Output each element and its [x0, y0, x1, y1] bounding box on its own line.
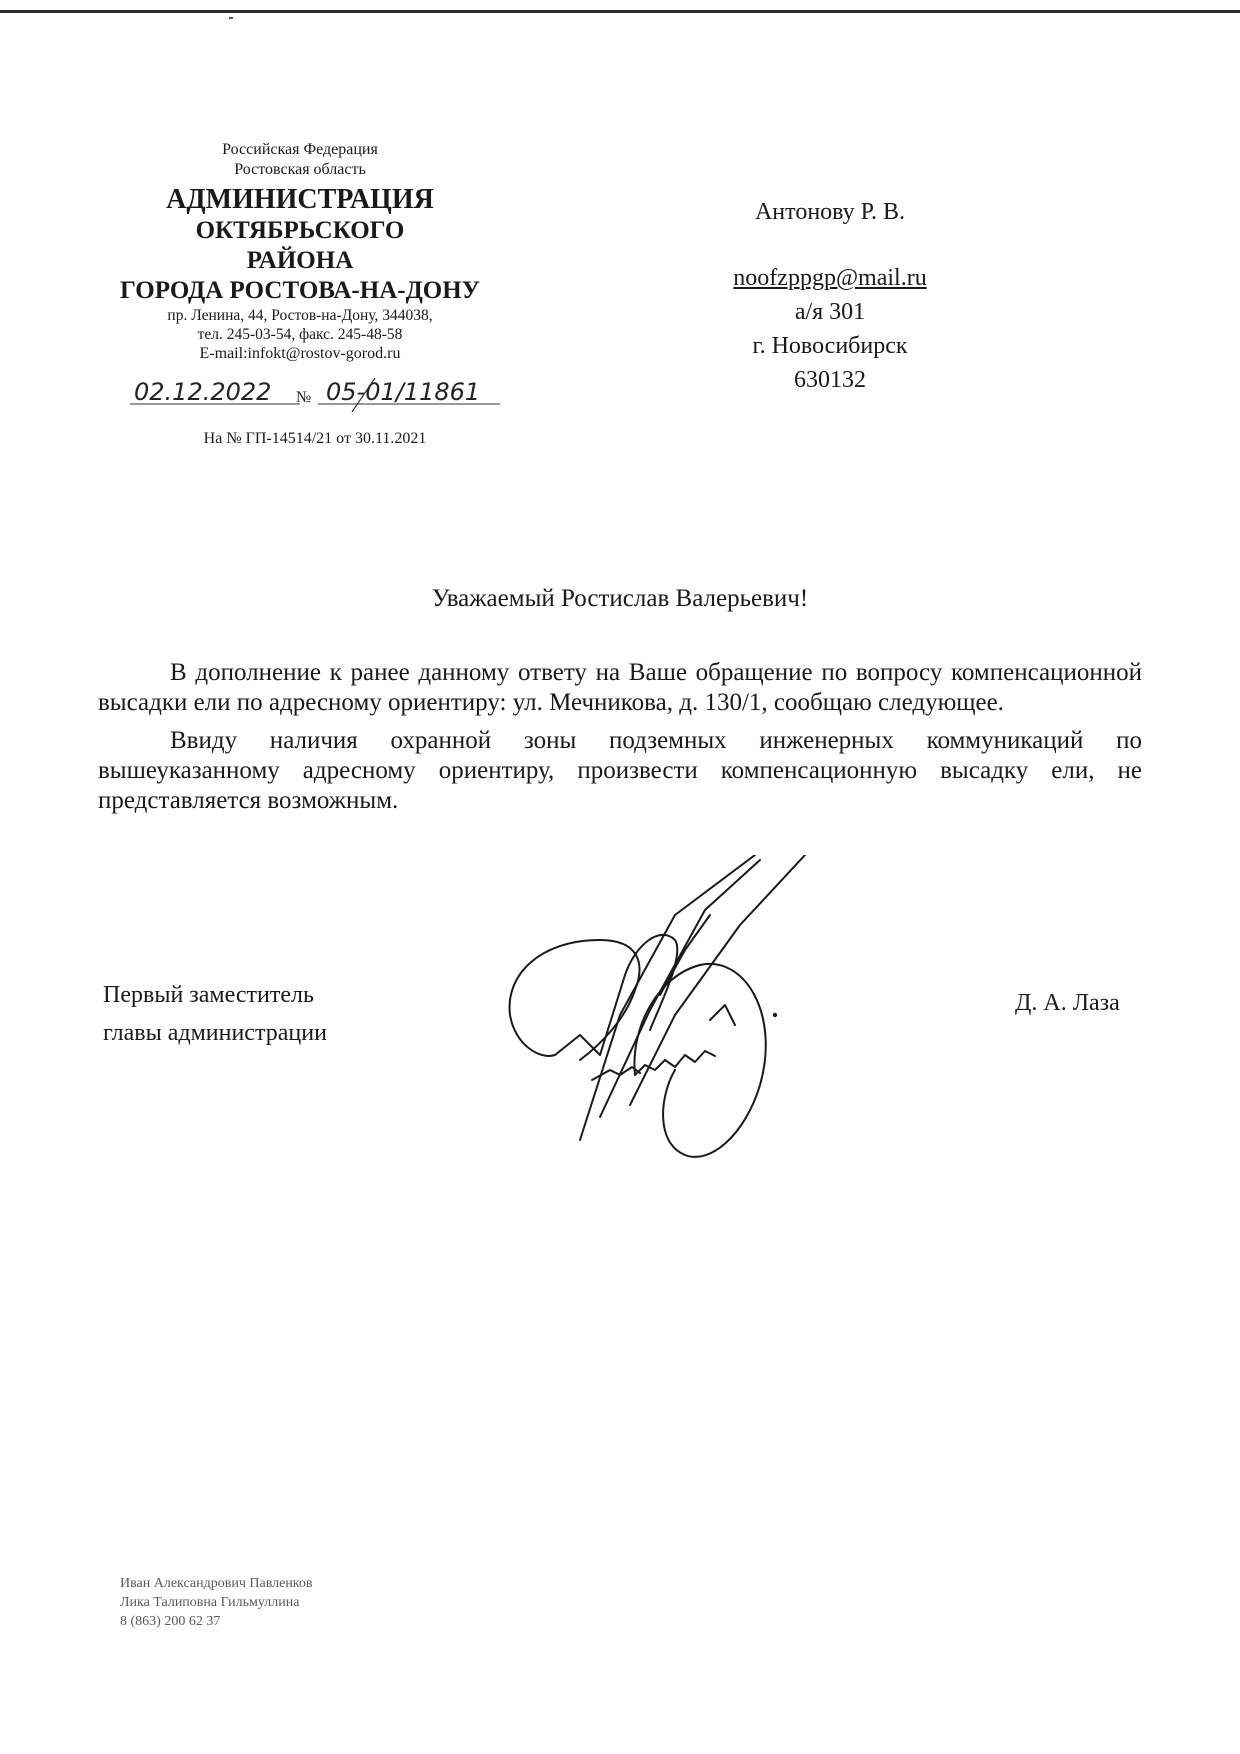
- scan-border: [0, 0, 1240, 13]
- recipient-postcode: 630132: [794, 367, 866, 393]
- recipient-email[interactable]: noofzppgp@mail.ru: [733, 265, 927, 291]
- letterhead-region: Ростовская область: [234, 161, 366, 178]
- letter-body: [98, 658, 1142, 824]
- recipient-po-box: а/я 301: [794, 299, 866, 325]
- recipient-block: [680, 195, 980, 397]
- reply-reference: На № ГП-14514/21 от 30.11.2021: [203, 430, 427, 447]
- executor-phone: 8 (863) 200 62 37: [120, 1614, 221, 1629]
- executors-block: [120, 1574, 313, 1631]
- recipient-city: г. Новосибирск: [752, 333, 908, 359]
- letterhead-phone: тел. 245-03-54, факс. 245-48-58: [197, 326, 403, 343]
- letterhead-org-line4: ГОРОДА РОСТОВА-НА-ДОНУ: [119, 277, 481, 304]
- letterhead-org-line3: РАЙОНА: [246, 247, 354, 274]
- handwritten-date: 02.12.2022: [134, 378, 272, 406]
- signer-name: Д. А. Лаза: [1015, 990, 1120, 1016]
- scan-mark: [229, 17, 233, 19]
- letterhead: [110, 140, 490, 364]
- recipient-name: Антонову Р. В.: [754, 199, 906, 225]
- executor-line: Иван Александрович Павленков: [120, 1576, 313, 1591]
- signer-title-line2: главы администрации: [103, 1020, 327, 1046]
- salutation: Уважаемый Ростислав Валерьевич!: [431, 585, 809, 612]
- number-sign: №: [296, 389, 312, 406]
- body-paragraph: В дополнение к ранее данному ответу на Ваше обращение по вопросу компенсационной высадки ели по адресному ориентиру: ул. Мечникова, д. 130/1, сообщаю следующее.: [98, 659, 1142, 716]
- body-paragraph: Ввиду наличия охранной зоны подземных инженерных коммуникаций по вышеуказанному адресному ориентиру, произвести компенсационную высадку ели, не представляется возможным.: [98, 727, 1142, 814]
- handwritten-signature: [460, 855, 860, 1185]
- letterhead-address: пр. Ленина, 44, Ростов-на-Дону, 344038,: [167, 307, 433, 324]
- letterhead-email: E-mail:infokt@rostov-gorod.ru: [199, 345, 401, 362]
- handwritten-registration: [130, 376, 500, 412]
- signer-title: [103, 976, 327, 1052]
- handwritten-number: 05-01/11861: [326, 378, 481, 406]
- executor-line: Лика Талиповна Гильмуллина: [120, 1595, 300, 1610]
- outgoing-registration: [130, 376, 500, 412]
- signer-title-line1: Первый заместитель: [103, 982, 314, 1008]
- letterhead-org-line1: АДМИНИСТРАЦИЯ: [166, 184, 434, 215]
- letterhead-org-line2: ОКТЯБРЬСКОГО: [195, 217, 405, 244]
- letterhead-country: Российская Федерация: [222, 141, 378, 158]
